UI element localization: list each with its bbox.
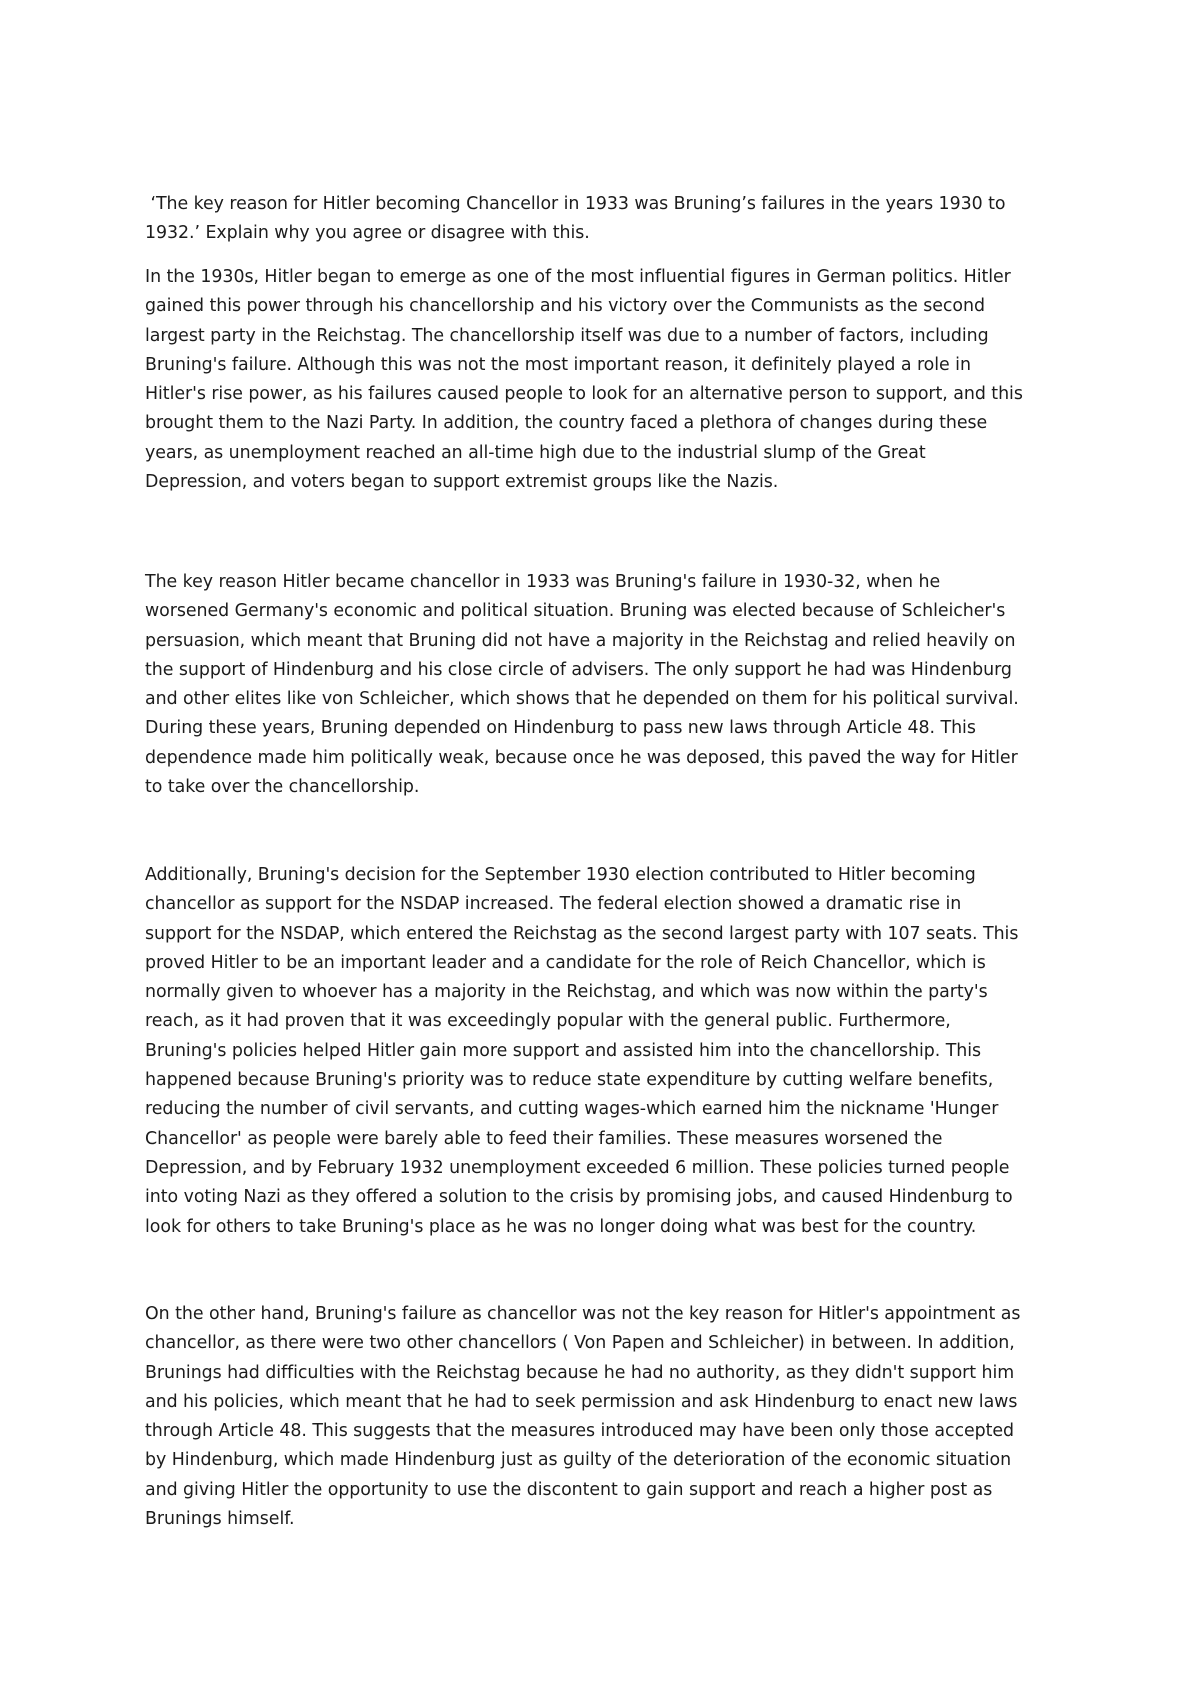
paragraph-line: largest party in the Reichstag. The chancellorship itself was due to a number of factors, including xyxy=(145,325,989,346)
paragraph-line: worsened Germany's economic and political situation. Bruning was elected because of Schleicher's xyxy=(145,601,1006,622)
paragraph-line: years, as unemployment reached an all-time high due to the industrial slump of the Great xyxy=(145,442,926,463)
paragraph-line: by Hindenburg, which made Hindenburg just as guilty of the deterioration of the economic situation xyxy=(145,1450,1012,1471)
paragraph-line: Chancellor' as people were barely able to feed their families. These measures worsened the xyxy=(145,1128,943,1149)
paragraph-line: and his policies, which meant that he had to seek permission and ask Hindenburg to enact new laws xyxy=(145,1391,1018,1412)
paragraph-line: Hitler's rise power, as his failures caused people to look for an alternative person to support, and this xyxy=(145,384,1023,405)
paragraph-line: happened because Bruning's priority was to reduce state expenditure by cutting welfare benefits, xyxy=(145,1070,994,1091)
paragraph-line: persuasion, which meant that Bruning did not have a majority in the Reichstag and relied heavily on xyxy=(145,630,1016,651)
paragraph-line: chancellor as support for the NSDAP increased. The federal election showed a dramatic rise in xyxy=(145,894,962,915)
paragraph-line: and giving Hitler the opportunity to use the discontent to gain support and reach a higher post as xyxy=(145,1479,993,1500)
paragraph-line: chancellor, as there were two other chancellors ( Von Papen and Schleicher) in between. In addition, xyxy=(145,1333,1015,1354)
paragraph-line: In the 1930s, Hitler began to emerge as one of the most influential figures in German politics. Hitler xyxy=(145,267,1011,287)
essay-question xyxy=(145,190,1065,249)
paragraph-line: brought them to the Nazi Party. In addition, the country faced a plethora of changes during these xyxy=(145,413,988,434)
paragraph-line: Brunings himself. xyxy=(145,1509,295,1530)
body-paragraph xyxy=(145,568,1065,802)
paragraph-line: look for others to take Bruning's place as he was no longer doing what was best for the country. xyxy=(145,1216,977,1237)
paragraph-line: The key reason Hitler became chancellor in 1933 was Bruning's failure in 1930-32, when he xyxy=(145,572,941,592)
paragraph-line: through Article 48. This suggests that the measures introduced may have been only those accepted xyxy=(145,1421,1015,1442)
paragraph-line: Brunings had difficulties with the Reichstag because he had no authority, as they didn't support him xyxy=(145,1362,1015,1383)
paragraph-line: to take over the chancellorship. xyxy=(145,777,420,798)
body-paragraph xyxy=(145,861,1065,1242)
paragraph-line: into voting Nazi as they offered a solution to the crisis by promising jobs, and caused Hindenburg to xyxy=(145,1187,1013,1208)
paragraph-line: On the other hand, Bruning's failure as chancellor was not the key reason for Hitler's appointment as xyxy=(145,1304,1021,1324)
paragraph-line: dependence made him politically weak, because once he was deposed, this paved the way for Hitler xyxy=(145,747,1018,768)
paragraph-line: reach, as it had proven that it was exceedingly popular with the general public. Furthermore, xyxy=(145,1011,951,1032)
question-line: ‘The key reason for Hitler becoming Chancellor in 1933 was Bruning’s failures in the years 1930 to xyxy=(145,194,1006,214)
paragraph-line: Additionally, Bruning's decision for the September 1930 election contributed to Hitler becoming xyxy=(145,865,976,885)
paragraph-line: normally given to whoever has a majority in the Reichstag, and which was now within the party's xyxy=(145,982,988,1003)
paragraph-line: the support of Hindenburg and his close circle of advisers. The only support he had was Hindenburg xyxy=(145,659,1012,680)
paragraph-line: gained this power through his chancellorship and his victory over the Communists as the second xyxy=(145,296,985,317)
paragraph-line: reducing the number of civil servants, and cutting wages-which earned him the nickname 'Hunger xyxy=(145,1099,999,1120)
paragraph-line: Depression, and voters began to support extremist groups like the Nazis. xyxy=(145,472,779,493)
question-line: 1932.’ Explain why you agree or disagree with this. xyxy=(145,223,590,244)
paragraph-line: support for the NSDAP, which entered the Reichstag as the second largest party with 107 seats. This xyxy=(145,923,1019,944)
paragraph-line: Bruning's failure. Although this was not the most important reason, it definitely played a role in xyxy=(145,354,971,375)
paragraph-line: Depression, and by February 1932 unemployment exceeded 6 million. These policies turned people xyxy=(145,1157,1010,1178)
paragraph-line: During these years, Bruning depended on Hindenburg to pass new laws through Article 48. This xyxy=(145,718,976,739)
paragraph-line: proved Hitler to be an important leader and a candidate for the role of Reich Chancellor, which is xyxy=(145,952,986,973)
paragraph-line: Bruning's policies helped Hitler gain more support and assisted him into the chancellorship. This xyxy=(145,1040,982,1061)
paragraph-line: and other elites like von Schleicher, which shows that he depended on them for his political survival. xyxy=(145,689,1019,710)
introduction-paragraph xyxy=(145,263,1065,497)
body-paragraph xyxy=(145,1300,1065,1534)
